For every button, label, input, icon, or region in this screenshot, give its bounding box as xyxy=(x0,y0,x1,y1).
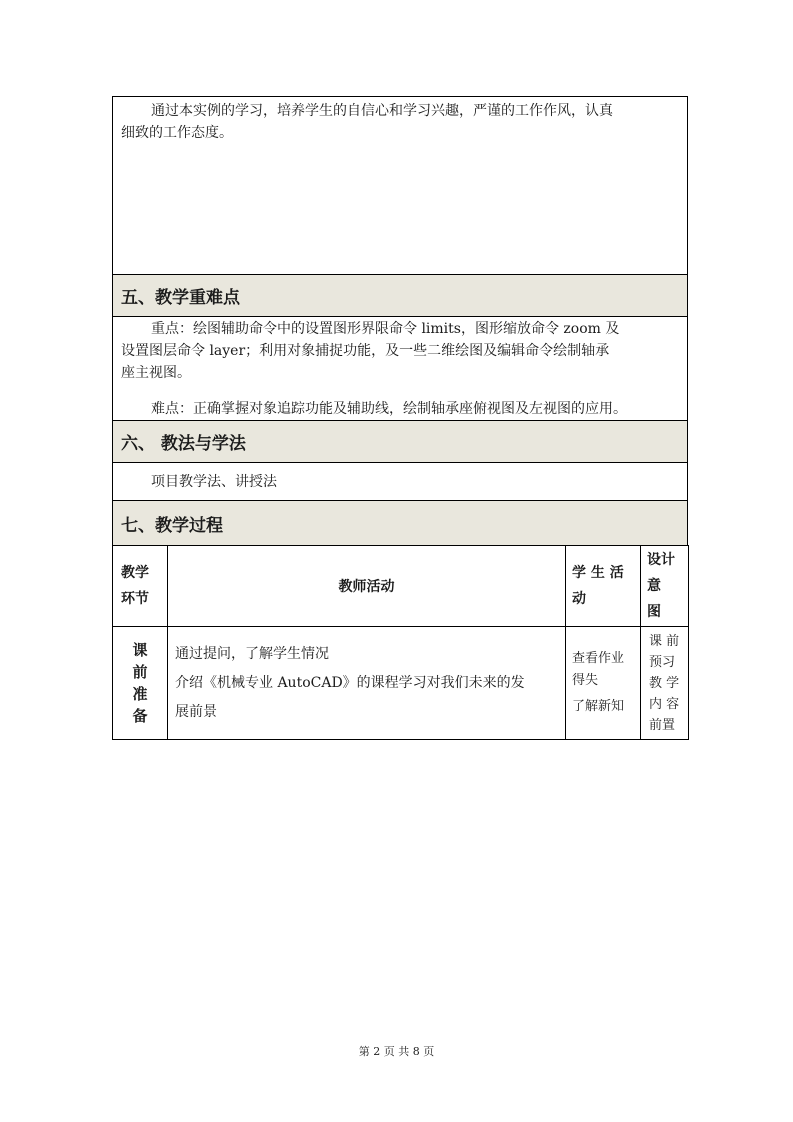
section4-line2: 细致的工作态度。 xyxy=(121,125,233,141)
stage-cell: 课 前 准 备 xyxy=(113,627,168,740)
difficulty-line: 难点：正确掌握对象追踪功能及辅助线，绘制轴承座俯视图及左视图的应用。 xyxy=(151,401,627,417)
design-intent-cell: 课 前 预习 教 学 内 容 前置 xyxy=(641,627,689,740)
header-design: 设计 意 图 xyxy=(641,546,689,627)
teacher-line2: 介绍《机械专业 AutoCAD》的课程学习对我们未来的发 xyxy=(175,674,525,691)
section5-heading xyxy=(112,274,688,317)
student-activity-cell: 查看作业 得失 了解新知 xyxy=(566,627,641,740)
process-table xyxy=(112,545,689,740)
method-text: 项目教学法、讲授法 xyxy=(151,474,277,490)
key-point-line2: 设置图层命令 layer；利用对象捕捉功能，及一些二维绘图及编辑命令绘制轴承 xyxy=(121,343,610,359)
table-header-row xyxy=(113,546,689,627)
key-point-line1: 重点：绘图辅助命令中的设置图形界限命令 limits，图形缩放命令 zoom 及 xyxy=(151,321,620,337)
teacher-activity-cell xyxy=(168,627,566,740)
header-stage: 教学 环节 xyxy=(113,546,168,627)
teacher-line1: 通过提问，了解学生情况 xyxy=(175,645,329,662)
page-footer: 第 2 页 共 8 页 xyxy=(358,1045,435,1058)
section4-line1: 通过本实例的学习，培养学生的自信心和学习兴趣，严谨的工作作风，认真 xyxy=(151,103,613,119)
table-row xyxy=(113,627,689,740)
section6-heading xyxy=(112,421,688,463)
section7-title: 七、教学过程 xyxy=(121,515,223,536)
section6-title: 六、 教法与学法 xyxy=(121,434,246,454)
section5-content xyxy=(112,317,688,421)
teacher-line3: 展前景 xyxy=(175,703,217,720)
section4-box xyxy=(112,96,688,274)
section7-heading xyxy=(112,501,688,546)
section5-title: 五、教学重难点 xyxy=(121,288,240,308)
header-student: 学 生 活 动 xyxy=(566,546,641,627)
key-point-line3: 座主视图。 xyxy=(121,365,191,381)
section6-content xyxy=(112,463,688,501)
header-teacher: 教师活动 xyxy=(168,546,566,627)
